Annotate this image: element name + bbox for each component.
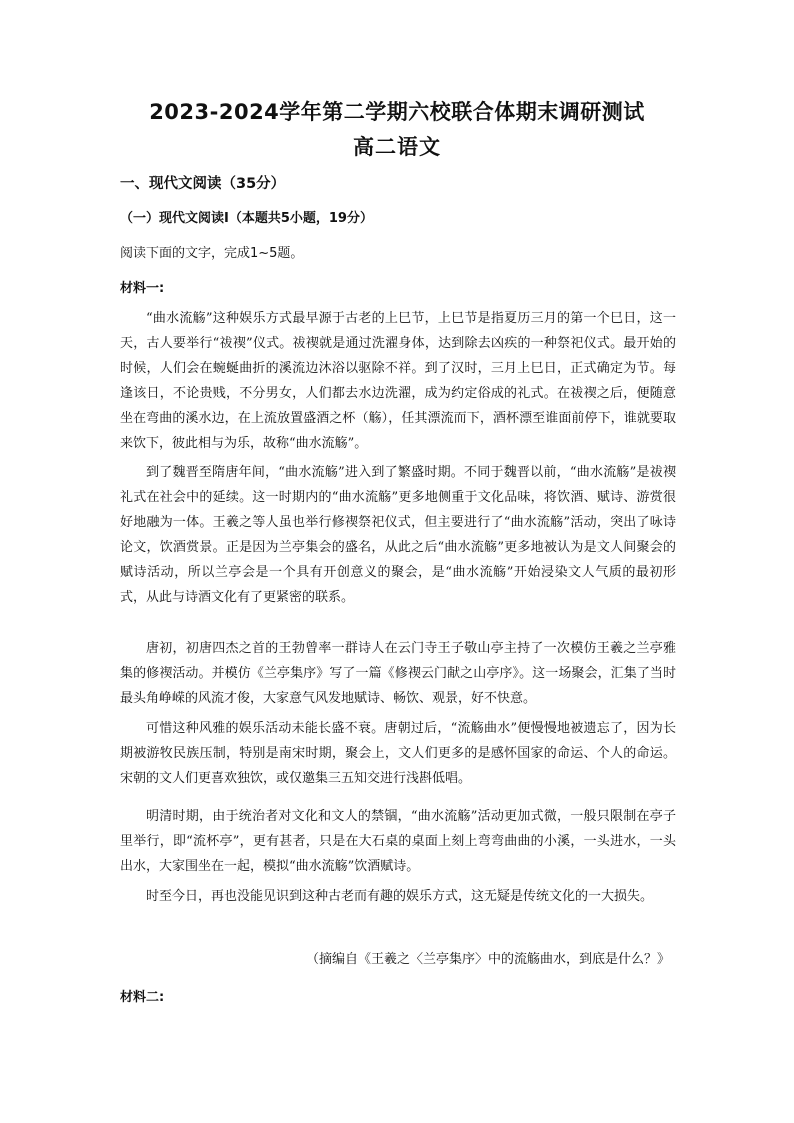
paragraph: “曲水流觞”这种娱乐方式最早源于古老的上巳节，上巳节是指夏历三月的第一个巳日，这一天，古人要举行“祓禊”仪式。祓禊就是通过洗濯身体，达到除去凶疾的一种祭祀仪式。最开始的时候，人们会在蜿蜒曲折的溪流边沐浴以驱除不祥。到了汉时，三月上巳日，正式确定为节。每逢该日，不论贵贱，不分男女，人们都去水边洗濯，成为约定俗成的礼式。在祓禊之后，便随意坐在弯曲的溪水边，在上流放置盛酒之杯（觞），任其漂流而下，酒杯漂至谁面前停下，谁就要取来饮下，彼此相与为乐，故称“曲水流觞”。 <box>120 311 676 451</box>
paragraph: 明清时期，由于统治者对文化和文人的禁锢，“曲水流觞”活动更加式微，一般只限制在亭子里举行，即“流杯亭”，更有甚者，只是在大石桌的桌面上刻上弯弯曲曲的小溪，一头进水，一头出水，大家围坐在一起，模拟“曲水流觞”饮酒赋诗。 <box>120 809 676 874</box>
exam-title: 2023-2024学年第二学期六校联合体期末调研测试 <box>149 100 645 124</box>
material-label: 材料二: <box>120 990 165 1005</box>
exam-subject: 高二语文 <box>353 135 441 159</box>
paragraph: 到了魏晋至隋唐年间，“曲水流觞”进入到了繁盛时期。不同于魏晋以前，“曲水流觞”是祓禊礼式在社会中的延续。这一时期内的“曲水流觞”更多地侧重于文化品味，将饮酒、赋诗、游赏很好地融为一体。王羲之等人虽也举行修禊祭祀仪式，但主要进行了“曲水流觞”活动，突出了咏诗论文，饮酒赏景。正是因为兰亭集会的盛名，从此之后“曲水流觞”更多地被认为是文人间聚会的赋诗活动，所以兰亭会是一个具有开创意义的聚会，是“曲水流觞”开始浸染文人气质的最初形式，从此与诗酒文化有了更紧密的联系。 <box>120 465 676 605</box>
subsection-heading: （一）现代文阅读Ⅰ（本题共5小题，19分） <box>120 211 373 226</box>
paragraph: 时至今日，再也没能见识到这种古老而有趣的娱乐方式，这无疑是传统文化的一大损失。 <box>146 889 654 904</box>
material-label: 材料一: <box>120 281 165 296</box>
paragraph: 唐初，初唐四杰之首的王勃曾率一群诗人在云门寺王子敬山亭主持了一次模仿王羲之兰亭雅集的修禊活动。并模仿《兰亭集序》写了一篇《修禊云门献之山亭序》。这一场聚会，汇集了当时最头角峥嵘的风流才俊，大家意气风发地赋诗、畅饮、观景，好不快意。 <box>120 641 676 706</box>
paragraph: 可惜这种风雅的娱乐活动未能长盛不衰。唐朝过后，“流觞曲水”便慢慢地被遗忘了，因为长期被游牧民族压制，特别是南宋时期，聚会上，文人们更多的是感怀国家的命运、个人的命运。宋朝的文人们更喜欢独饮，或仅邀集三五知交进行浅斟低唱。 <box>120 721 676 786</box>
section-heading: 一、现代文阅读（35分） <box>120 176 286 192</box>
reading-instruction: 阅读下面的文字，完成1~5题。 <box>120 246 304 261</box>
source-citation: （摘编自《王羲之〈兰亭集序〉中的流觞曲水，到底是什么？》 <box>305 952 670 967</box>
